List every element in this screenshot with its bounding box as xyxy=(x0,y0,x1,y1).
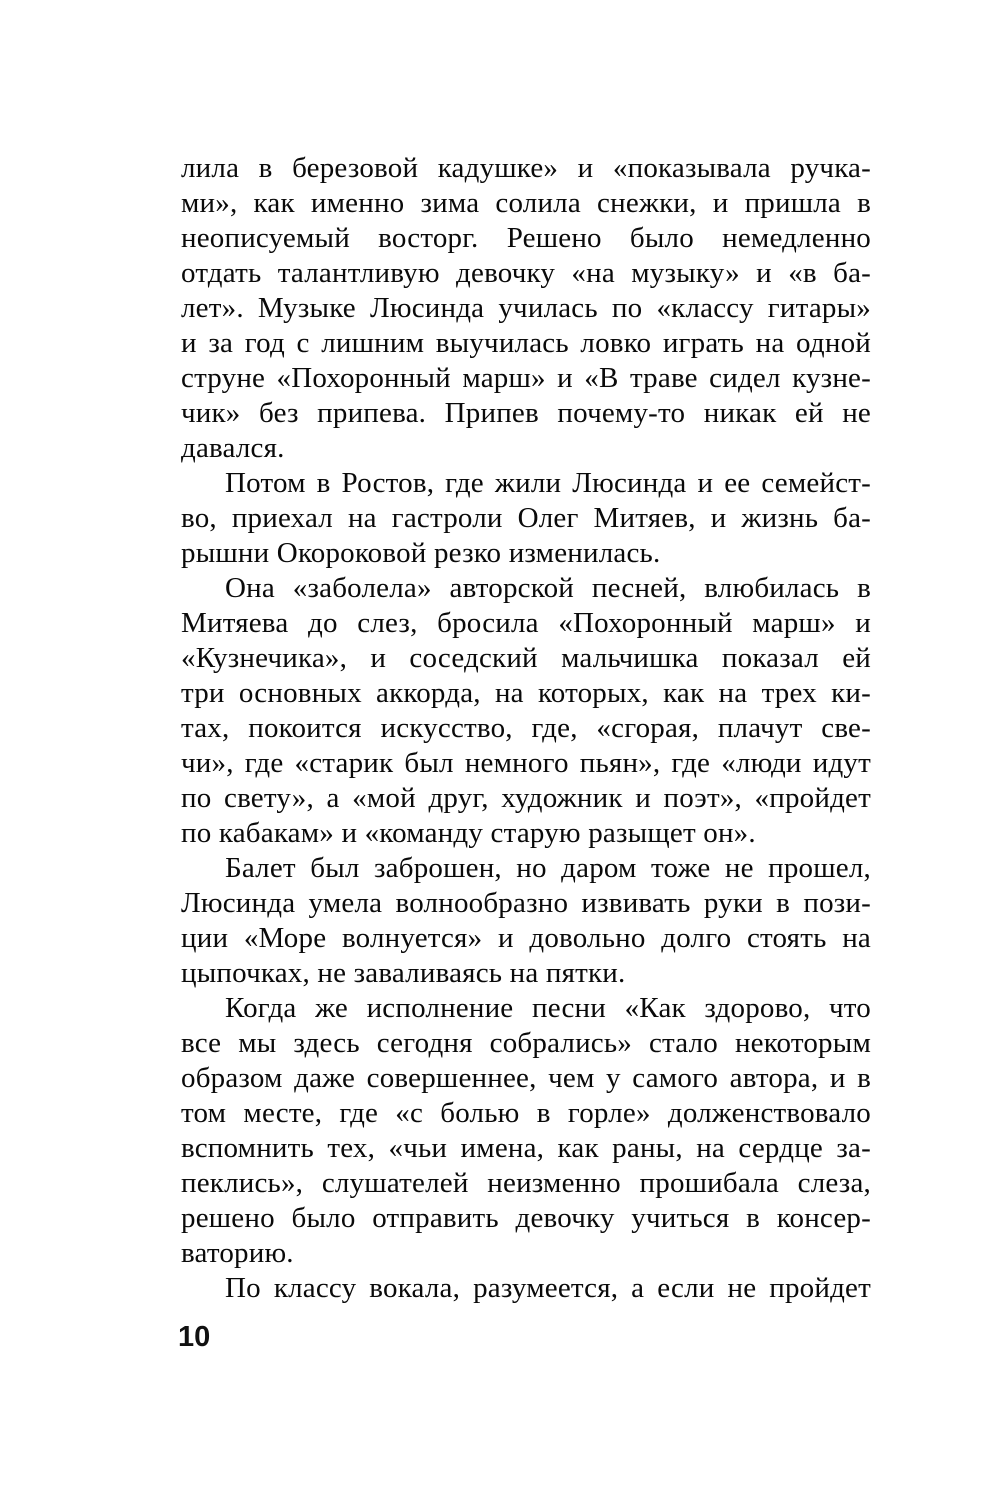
text-line: чик» без припева. Припев почему-то никак ей не xyxy=(181,397,871,429)
paragraph xyxy=(181,851,871,991)
text-line: вспомнить тех, «чьи имена, как раны, на сердце за- xyxy=(181,1132,871,1164)
paragraph xyxy=(181,151,871,466)
text-line: чи», где «старик был немного пьян», где «люди идут xyxy=(181,747,871,779)
text-line: Люсинда умела волнообразно извивать руки в пози- xyxy=(181,887,871,919)
text-line: Когда же исполнение песни «Как здорово, что xyxy=(225,992,871,1024)
text-line: «Кузнечика», и соседский мальчишка показал ей xyxy=(181,642,871,674)
text-line: и за год с лишним выучилась ловко играть на одной xyxy=(181,327,871,359)
text-line: ми», как именно зима солила снежки, и пришла в xyxy=(181,187,871,219)
text-line: лет». Музыке Люсинда училась по «классу гитары» xyxy=(181,292,871,324)
paragraph xyxy=(181,466,871,571)
text-line: решено было отправить девочку учиться в консер- xyxy=(181,1202,871,1234)
text-line: тах, покоится искусство, где, «сгорая, плачут све- xyxy=(181,712,871,744)
text-line: цыпочках, не заваливаясь на пятки. xyxy=(181,957,626,989)
text-line: лила в березовой кадушке» и «показывала ручка- xyxy=(181,152,871,184)
text-line: по кабакам» и «команду старую разыщет он». xyxy=(181,817,756,849)
text-line: рышни Окороковой резко изменилась. xyxy=(181,537,661,569)
text-line: все мы здесь сегодня собрались» стало некоторым xyxy=(181,1027,871,1059)
page-number: 10 xyxy=(178,1321,211,1353)
text-line: ваторию. xyxy=(181,1237,294,1269)
text-line: отдать талантливую девочку «на музыку» и «в ба- xyxy=(181,257,871,289)
paragraph xyxy=(181,991,871,1271)
text-line: ции «Море волнуется» и довольно долго стоять на xyxy=(181,922,871,954)
text-line: образом даже совершеннее, чем у самого автора, и в xyxy=(181,1062,871,1094)
text-line: том месте, где «с болью в горле» долженствовало xyxy=(181,1097,871,1129)
paragraph xyxy=(181,1271,871,1306)
text-line: По классу вокала, разумеется, а если не пройдет xyxy=(225,1272,871,1304)
text-line: Балет был заброшен, но даром тоже не прошел, xyxy=(225,852,871,884)
text-line: три основных аккорда, на которых, как на трех ки- xyxy=(181,677,871,709)
text-line: Потом в Ростов, где жили Люсинда и ее семейст- xyxy=(225,467,871,499)
page-text-block xyxy=(181,151,871,1306)
text-line: давался. xyxy=(181,432,285,464)
text-line: неописуемый восторг. Решено было немедленно xyxy=(181,222,871,254)
text-line: струне «Похоронный марш» и «В траве сидел кузне- xyxy=(181,362,871,394)
text-line: во, приехал на гастроли Олег Митяев, и жизнь ба- xyxy=(181,502,871,534)
text-line: Она «заболела» авторской песней, влюбилась в xyxy=(225,572,871,604)
text-line: Митяева до слез, бросила «Похоронный марш» и xyxy=(181,607,871,639)
text-line: по свету», а «мой друг, художник и поэт», «пройдет xyxy=(181,782,871,814)
paragraph xyxy=(181,571,871,851)
text-line: пеклись», слушателей неизменно прошибала слеза, xyxy=(181,1167,871,1199)
